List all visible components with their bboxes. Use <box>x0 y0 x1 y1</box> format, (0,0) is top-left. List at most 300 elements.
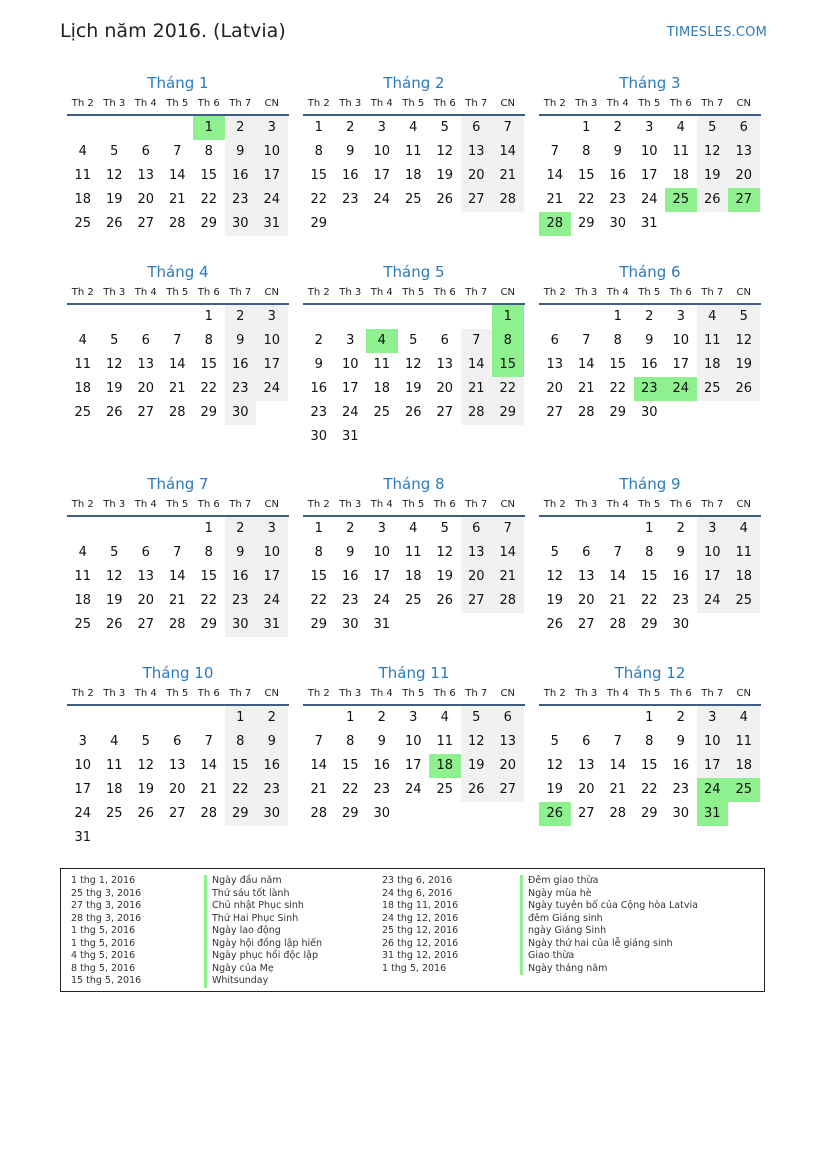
day-cell: 24 <box>697 589 729 613</box>
legend-holiday-name: Thứ Hai Phục Sinh <box>204 913 322 926</box>
day-cell: 11 <box>74 357 92 372</box>
day-cell: 23 <box>310 405 328 420</box>
day-cell: 2 <box>613 120 622 135</box>
day-cell: 10 <box>373 144 391 159</box>
empty-cell <box>461 212 493 236</box>
day-cell: 28 <box>492 188 524 212</box>
day-cell: 31 <box>640 216 658 231</box>
day-cell: 27 <box>546 405 564 420</box>
weekday-label: Th 4 <box>606 499 629 510</box>
day-cell: 15 <box>341 758 359 773</box>
month-name: Tháng 7 <box>147 475 209 493</box>
day-cell: 7 <box>173 144 182 159</box>
empty-cell <box>398 802 430 826</box>
day-cell: 13 <box>436 357 454 372</box>
week-row <box>67 353 289 377</box>
legend-date: 24 thg 6, 2016 <box>382 887 453 899</box>
week-row <box>303 140 525 164</box>
empty-cell <box>697 212 729 236</box>
day-cell: 14 <box>492 140 524 164</box>
empty-cell <box>461 613 493 637</box>
day-cell: 21 <box>492 565 524 589</box>
weekday-label: CN <box>736 688 751 699</box>
empty-cell <box>429 212 461 236</box>
day-cell: 24 <box>256 589 288 613</box>
week-row <box>67 613 289 637</box>
empty-cell <box>162 305 194 329</box>
day-cell: 26 <box>105 405 123 420</box>
day-cell: 12 <box>105 569 123 584</box>
weekday-label: Th 3 <box>575 688 598 699</box>
day-cell: 3 <box>256 305 288 329</box>
weekday-label: Th 7 <box>229 98 252 109</box>
day-cell: 5 <box>697 116 729 140</box>
day-cell: 18 <box>74 593 92 608</box>
day-cell: 14 <box>577 357 595 372</box>
weekday-label: Th 5 <box>402 688 425 699</box>
month-block <box>539 473 761 637</box>
day-cell: 8 <box>645 545 654 560</box>
day-cell: 11 <box>728 541 760 565</box>
day-cell: 29 <box>310 617 328 632</box>
weekday-label: Th 3 <box>103 688 126 699</box>
day-cell: 11 <box>672 144 690 159</box>
empty-cell <box>130 305 162 329</box>
week-row <box>539 589 761 613</box>
empty-cell <box>602 706 634 730</box>
weekday-label: Th 4 <box>134 688 157 699</box>
week-row <box>303 754 525 778</box>
day-cell: 8 <box>613 333 622 348</box>
day-cell: 19 <box>436 168 454 183</box>
day-cell: 25 <box>728 589 760 613</box>
week-row <box>67 589 289 613</box>
legend-date: 15 thg 5, 2016 <box>71 975 142 986</box>
weekday-header <box>539 495 761 517</box>
day-cell: 10 <box>697 730 729 754</box>
day-cell: 15 <box>225 754 257 778</box>
legend-date: 1 thg 5, 2016 <box>382 962 447 974</box>
day-cell: 22 <box>640 782 658 797</box>
day-cell: 26 <box>539 802 571 826</box>
weekday-label: Th 3 <box>103 499 126 510</box>
week-row <box>303 377 525 401</box>
day-cell: 5 <box>461 706 493 730</box>
day-cell: 24 <box>373 192 391 207</box>
weekday-label: Th 5 <box>402 98 425 109</box>
empty-cell <box>67 706 99 730</box>
empty-cell <box>335 305 367 329</box>
day-cell: 28 <box>609 617 627 632</box>
day-cell: 4 <box>110 734 119 749</box>
day-cell: 18 <box>404 168 422 183</box>
day-cell: 11 <box>74 569 92 584</box>
day-cell: 20 <box>137 192 155 207</box>
empty-cell <box>571 305 603 329</box>
day-cell: 24 <box>341 405 359 420</box>
weekday-label: Th 4 <box>370 499 393 510</box>
day-cell: 15 <box>310 168 328 183</box>
day-cell: 16 <box>225 565 257 589</box>
day-cell: 26 <box>728 377 760 401</box>
day-cell: 21 <box>461 377 493 401</box>
day-cell: 21 <box>609 593 627 608</box>
day-cell: 5 <box>440 521 449 536</box>
day-cell: 28 <box>492 589 524 613</box>
month-name: Tháng 12 <box>614 664 686 682</box>
weekday-label: Th 6 <box>669 287 692 298</box>
day-cell: 12 <box>105 168 123 183</box>
day-cell: 9 <box>225 541 257 565</box>
month-block <box>539 261 761 425</box>
weekday-label: Th 3 <box>339 688 362 699</box>
empty-cell <box>99 517 131 541</box>
empty-cell <box>571 706 603 730</box>
day-cell: 2 <box>225 116 257 140</box>
weekday-label: Th 5 <box>166 98 189 109</box>
weekday-label: Th 2 <box>71 688 94 699</box>
day-cell: 20 <box>168 782 186 797</box>
weekday-label: Th 4 <box>606 287 629 298</box>
day-cell: 25 <box>728 778 760 802</box>
empty-cell <box>398 425 430 449</box>
legend-holiday-name: Ngày tháng năm <box>520 963 698 976</box>
legend-date: 1 thg 1, 2016 <box>71 875 136 886</box>
day-cell: 19 <box>404 381 422 396</box>
weekday-label: CN <box>736 98 751 109</box>
legend-names-left <box>204 875 322 988</box>
day-cell: 29 <box>609 405 627 420</box>
day-cell: 25 <box>697 377 729 401</box>
day-cell: 15 <box>310 569 328 584</box>
day-cell: 20 <box>137 593 155 608</box>
week-row <box>539 212 761 236</box>
day-cell: 6 <box>141 144 150 159</box>
day-cell: 30 <box>256 802 288 826</box>
day-cell: 15 <box>609 357 627 372</box>
day-cell: 3 <box>377 120 386 135</box>
site-link[interactable]: TIMESLES.COM <box>666 25 767 40</box>
empty-cell <box>398 212 430 236</box>
month-name: Tháng 6 <box>619 263 681 281</box>
day-cell: 4 <box>366 329 398 353</box>
day-cell: 4 <box>78 545 87 560</box>
day-cell: 18 <box>74 192 92 207</box>
day-cell: 3 <box>256 517 288 541</box>
day-cell: 8 <box>314 144 323 159</box>
day-cell: 6 <box>173 734 182 749</box>
legend-holiday-name: Ngày đầu năm <box>204 875 322 888</box>
empty-cell <box>492 212 524 236</box>
empty-cell <box>130 116 162 140</box>
day-cell: 30 <box>672 806 690 821</box>
empty-cell <box>67 305 99 329</box>
day-cell: 3 <box>256 116 288 140</box>
day-cell: 25 <box>404 192 422 207</box>
empty-cell <box>130 517 162 541</box>
day-cell: 19 <box>546 593 564 608</box>
legend-date: 31 thg 12, 2016 <box>382 950 459 961</box>
day-cell: 3 <box>697 517 729 541</box>
week-row <box>67 517 289 541</box>
weekday-header <box>67 684 289 706</box>
day-cell: 19 <box>546 782 564 797</box>
day-cell: 16 <box>640 357 658 372</box>
month-name: Tháng 4 <box>147 263 209 281</box>
day-cell: 14 <box>168 569 186 584</box>
day-cell: 15 <box>200 569 218 584</box>
day-cell: 17 <box>373 168 391 183</box>
legend-holiday-name: Ngày tuyên bố của Cộng hòa Latvia <box>520 900 698 913</box>
legend-names-right <box>520 875 698 975</box>
day-cell: 8 <box>645 734 654 749</box>
empty-cell <box>193 706 225 730</box>
weekday-label: CN <box>500 98 515 109</box>
day-cell: 3 <box>409 710 418 725</box>
weekday-label: CN <box>736 287 751 298</box>
weekday-label: Th 7 <box>465 688 488 699</box>
day-cell: 21 <box>492 164 524 188</box>
day-cell: 2 <box>225 305 257 329</box>
day-cell: 10 <box>373 545 391 560</box>
day-cell: 23 <box>341 593 359 608</box>
day-cell: 2 <box>256 706 288 730</box>
day-cell: 23 <box>634 377 666 401</box>
day-cell: 13 <box>546 357 564 372</box>
weekday-label: Th 3 <box>575 499 598 510</box>
day-cell: 7 <box>582 333 591 348</box>
day-cell: 20 <box>577 593 595 608</box>
week-row <box>303 305 525 329</box>
empty-cell <box>366 212 398 236</box>
empty-cell <box>461 802 493 826</box>
day-cell: 29 <box>310 216 328 231</box>
empty-cell <box>539 305 571 329</box>
weekday-label: Th 3 <box>339 98 362 109</box>
month-block <box>303 662 525 826</box>
day-cell: 22 <box>640 593 658 608</box>
day-cell: 26 <box>546 617 564 632</box>
day-cell: 24 <box>74 806 92 821</box>
day-cell: 27 <box>436 405 454 420</box>
day-cell: 6 <box>461 116 493 140</box>
empty-cell <box>539 116 571 140</box>
day-cell: 15 <box>200 168 218 183</box>
day-cell: 20 <box>137 381 155 396</box>
day-cell: 17 <box>341 381 359 396</box>
day-cell: 14 <box>168 357 186 372</box>
empty-cell <box>256 401 288 425</box>
empty-cell <box>303 305 335 329</box>
day-cell: 26 <box>461 778 493 802</box>
empty-cell <box>461 425 493 449</box>
day-cell: 4 <box>78 333 87 348</box>
day-cell: 4 <box>409 521 418 536</box>
day-cell: 14 <box>310 758 328 773</box>
weekday-label: Th 2 <box>543 287 566 298</box>
weekday-label: Th 2 <box>307 499 330 510</box>
weekday-label: Th 6 <box>197 688 220 699</box>
legend-date: 26 thg 12, 2016 <box>382 937 459 949</box>
day-cell: 20 <box>436 381 454 396</box>
day-cell: 30 <box>225 613 257 637</box>
day-cell: 27 <box>492 778 524 802</box>
week-row <box>539 188 761 212</box>
weekday-label: Th 6 <box>433 287 456 298</box>
day-cell: 21 <box>168 593 186 608</box>
day-cell: 17 <box>672 357 690 372</box>
day-cell: 8 <box>204 144 213 159</box>
day-cell: 23 <box>373 782 391 797</box>
weekday-header <box>303 684 525 706</box>
empty-cell <box>461 305 493 329</box>
day-cell: 23 <box>225 377 257 401</box>
month-name: Tháng 11 <box>378 664 450 682</box>
day-cell: 7 <box>204 734 213 749</box>
day-cell: 27 <box>461 188 493 212</box>
weekday-label: Th 4 <box>134 499 157 510</box>
day-cell: 1 <box>645 710 654 725</box>
day-cell: 25 <box>74 617 92 632</box>
day-cell: 17 <box>256 164 288 188</box>
day-cell: 23 <box>256 778 288 802</box>
day-cell: 19 <box>105 593 123 608</box>
day-cell: 31 <box>256 613 288 637</box>
day-cell: 20 <box>728 164 760 188</box>
week-row <box>67 212 289 236</box>
day-cell: 4 <box>728 517 760 541</box>
legend-holiday-name: Ngày hội đồng lập hiến <box>204 938 322 951</box>
month-block <box>303 473 525 637</box>
day-cell: 1 <box>225 706 257 730</box>
day-cell: 6 <box>141 545 150 560</box>
weekday-label: Th 7 <box>701 98 724 109</box>
day-cell: 27 <box>168 806 186 821</box>
weekday-label: Th 2 <box>543 688 566 699</box>
empty-cell <box>728 802 760 826</box>
empty-cell <box>728 613 760 637</box>
legend-holiday-name: đêm Giáng sinh <box>520 913 698 926</box>
day-cell: 27 <box>137 617 155 632</box>
month-block <box>67 72 289 236</box>
day-cell: 5 <box>440 120 449 135</box>
day-cell: 9 <box>225 329 257 353</box>
weekday-label: Th 6 <box>669 688 692 699</box>
empty-cell <box>697 401 729 425</box>
day-cell: 18 <box>74 381 92 396</box>
week-row <box>303 212 525 236</box>
day-cell: 17 <box>373 569 391 584</box>
weekday-label: Th 7 <box>465 499 488 510</box>
day-cell: 11 <box>697 329 729 353</box>
weekday-label: Th 3 <box>103 98 126 109</box>
day-cell: 1 <box>645 521 654 536</box>
day-cell: 11 <box>728 730 760 754</box>
day-cell: 28 <box>168 617 186 632</box>
day-cell: 18 <box>728 754 760 778</box>
day-cell: 18 <box>672 168 690 183</box>
weekday-header <box>67 94 289 116</box>
day-cell: 25 <box>74 405 92 420</box>
week-row <box>67 140 289 164</box>
day-cell: 25 <box>373 405 391 420</box>
day-cell: 26 <box>105 216 123 231</box>
day-cell: 18 <box>105 782 123 797</box>
day-cell: 13 <box>137 357 155 372</box>
empty-cell <box>728 401 760 425</box>
empty-cell <box>99 826 131 850</box>
month-block <box>303 72 525 236</box>
day-cell: 12 <box>436 545 454 560</box>
day-cell: 4 <box>697 305 729 329</box>
day-cell: 5 <box>141 734 150 749</box>
weekday-label: Th 7 <box>701 499 724 510</box>
day-cell: 30 <box>609 216 627 231</box>
weekday-header <box>539 684 761 706</box>
day-cell: 2 <box>645 309 654 324</box>
day-cell: 16 <box>609 168 627 183</box>
day-cell: 26 <box>137 806 155 821</box>
day-cell: 2 <box>676 710 685 725</box>
weekday-label: CN <box>736 499 751 510</box>
weekday-label: Th 7 <box>701 287 724 298</box>
day-cell: 3 <box>676 309 685 324</box>
day-cell: 1 <box>193 116 225 140</box>
day-cell: 22 <box>200 192 218 207</box>
day-cell: 17 <box>697 565 729 589</box>
day-cell: 9 <box>314 357 323 372</box>
day-cell: 3 <box>645 120 654 135</box>
day-cell: 3 <box>697 706 729 730</box>
empty-cell <box>225 826 257 850</box>
week-row <box>67 377 289 401</box>
day-cell: 18 <box>728 565 760 589</box>
empty-cell <box>398 305 430 329</box>
day-cell: 27 <box>137 216 155 231</box>
day-cell: 9 <box>256 730 288 754</box>
weekday-label: Th 4 <box>134 98 157 109</box>
weekday-label: Th 5 <box>638 287 661 298</box>
day-cell: 13 <box>168 758 186 773</box>
day-cell: 10 <box>256 140 288 164</box>
day-cell: 6 <box>550 333 559 348</box>
day-cell: 7 <box>492 116 524 140</box>
week-row <box>67 778 289 802</box>
day-cell: 11 <box>373 357 391 372</box>
day-cell: 20 <box>461 164 493 188</box>
empty-cell <box>99 305 131 329</box>
weekday-label: Th 5 <box>166 499 189 510</box>
day-cell: 30 <box>373 806 391 821</box>
week-row <box>67 826 289 850</box>
day-cell: 14 <box>609 758 627 773</box>
day-cell: 27 <box>577 617 595 632</box>
weekday-label: Th 6 <box>197 98 220 109</box>
day-cell: 5 <box>110 144 119 159</box>
day-cell: 18 <box>429 754 461 778</box>
day-cell: 9 <box>613 144 622 159</box>
weekday-label: Th 3 <box>339 499 362 510</box>
weekday-label: Th 2 <box>543 499 566 510</box>
day-cell: 31 <box>697 802 729 826</box>
empty-cell <box>539 517 571 541</box>
day-cell: 19 <box>436 569 454 584</box>
day-cell: 20 <box>546 381 564 396</box>
day-cell: 1 <box>314 521 323 536</box>
day-cell: 4 <box>440 710 449 725</box>
legend-holiday-name: Ngày của Mẹ <box>204 963 322 976</box>
weekday-label: Th 7 <box>229 287 252 298</box>
